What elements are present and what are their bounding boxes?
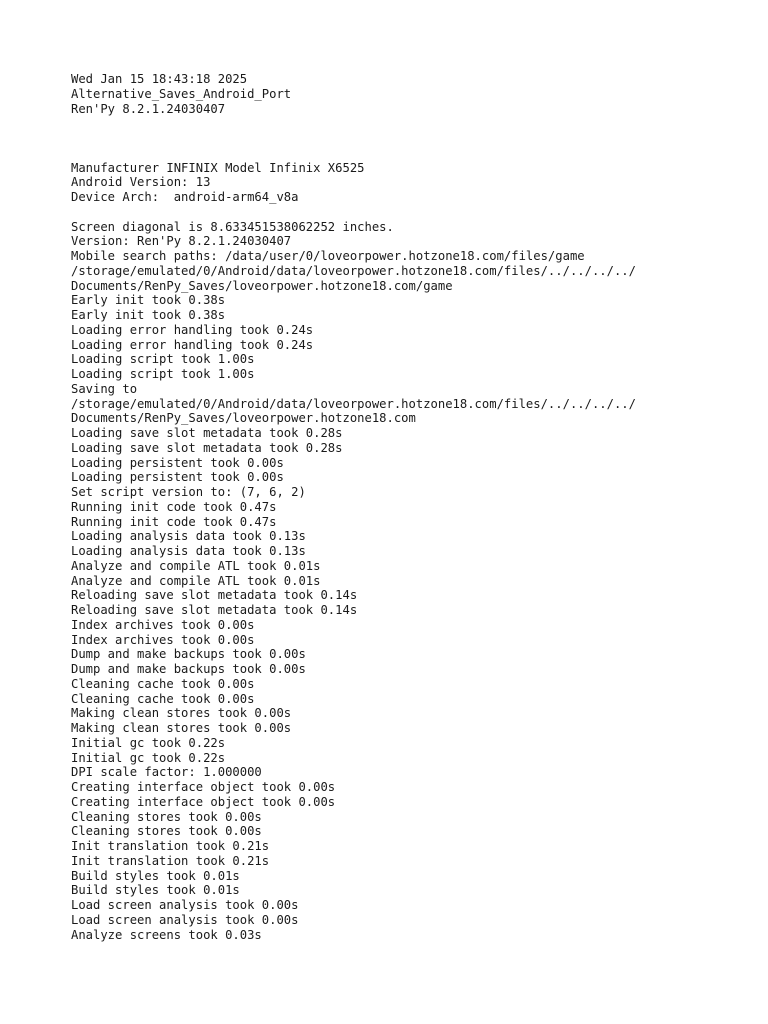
log-line: Loading script took 1.00s	[71, 352, 255, 367]
log-line: Mobile search paths: /data/user/0/loveorpower.hotzone18.com/files/game	[71, 249, 585, 263]
device-manufacturer: Manufacturer INFINIX Model Infinix X6525	[71, 160, 365, 175]
log-app-name: Alternative_Saves_Android_Port	[71, 86, 292, 101]
log-line: Init translation took 0.21s	[71, 839, 270, 853]
log-line: Cleaning stores took 0.00s	[71, 824, 262, 839]
log-line: Reloading save slot metadata took 0.14s	[71, 603, 358, 617]
log-line: Cleaning stores took 0.00s	[71, 809, 262, 824]
log-line: Loading analysis data took 0.13s	[71, 544, 306, 558]
log-line: Saving to	[71, 381, 138, 396]
log-line: /storage/emulated/0/Android/data/loveorpower.hotzone18.com/files/../../../../	[71, 396, 636, 411]
log-line: /storage/emulated/0/Android/data/loveorpower.hotzone18.com/files/../../../../	[71, 263, 636, 278]
log-line: Loading error handling took 0.24s	[71, 337, 314, 352]
log-line: Cleaning cache took 0.00s	[71, 691, 255, 706]
log-line: Loading save slot metadata took 0.28s	[71, 440, 343, 455]
log-line: Documents/RenPy_Saves/loveorpower.hotzone18.com	[71, 411, 416, 426]
log-line: Index archives took 0.00s	[71, 617, 255, 632]
log-line: Loading persistent took 0.00s	[71, 455, 284, 470]
log-line: Creating interface object took 0.00s	[71, 780, 336, 794]
log-line: Index archives took 0.00s	[71, 632, 255, 647]
log-line: Loading script took 1.00s	[71, 367, 255, 381]
log-line: Loading analysis data took 0.13s	[71, 529, 306, 544]
log-line: Analyze screens took 0.03s	[71, 927, 262, 942]
log-line: Loading error handling took 0.24s	[71, 322, 314, 337]
log-line: Analyze and compile ATL took 0.01s	[71, 558, 321, 573]
log-line: Cleaning cache took 0.00s	[71, 676, 255, 691]
log-line: Build styles took 0.01s	[71, 883, 240, 898]
spacer	[71, 205, 761, 220]
log-renpy-version: Ren'Py 8.2.1.24030407	[71, 101, 226, 116]
log-line: Screen diagonal is 8.633451538062252 inches.	[71, 219, 394, 234]
log-line: Loading persistent took 0.00s	[71, 470, 284, 485]
log-line: Making clean stores took 0.00s	[71, 706, 292, 721]
log-line: Making clean stores took 0.00s	[71, 721, 292, 735]
log-line: DPI scale factor: 1.000000	[71, 765, 262, 780]
log-line: Early init took 0.38s	[71, 308, 226, 322]
log-header	[71, 72, 761, 116]
log-timestamp: Wed Jan 15 18:43:18 2025	[71, 72, 248, 86]
log-line: Load screen analysis took 0.00s	[71, 912, 299, 927]
log-line: Load screen analysis took 0.00s	[71, 898, 299, 912]
log-document	[71, 72, 761, 942]
log-line: Init translation took 0.21s	[71, 853, 270, 868]
log-device-info	[71, 161, 761, 205]
log-line: Analyze and compile ATL took 0.01s	[71, 573, 321, 588]
log-body	[71, 220, 761, 943]
log-line: Dump and make backups took 0.00s	[71, 647, 306, 662]
log-line: Loading save slot metadata took 0.28s	[71, 426, 343, 440]
log-line: Build styles took 0.01s	[71, 868, 240, 883]
log-line: Initial gc took 0.22s	[71, 750, 226, 765]
log-line: Initial gc took 0.22s	[71, 735, 226, 750]
log-line: Early init took 0.38s	[71, 293, 226, 308]
log-line: Reloading save slot metadata took 0.14s	[71, 588, 358, 603]
device-android-version: Android Version: 13	[71, 175, 211, 190]
spacer	[71, 146, 761, 161]
spacer	[71, 116, 761, 131]
log-line: Running init code took 0.47s	[71, 499, 277, 514]
log-line: Set script version to: (7, 6, 2)	[71, 485, 306, 499]
log-line: Dump and make backups took 0.00s	[71, 662, 306, 676]
log-line: Version: Ren'Py 8.2.1.24030407	[71, 234, 292, 249]
log-line: Documents/RenPy_Saves/loveorpower.hotzone18.com/game	[71, 278, 453, 293]
spacer	[71, 131, 761, 146]
log-line: Running init code took 0.47s	[71, 514, 277, 529]
device-arch: Device Arch: android-arm64_v8a	[71, 190, 299, 204]
log-line: Creating interface object took 0.00s	[71, 794, 336, 809]
